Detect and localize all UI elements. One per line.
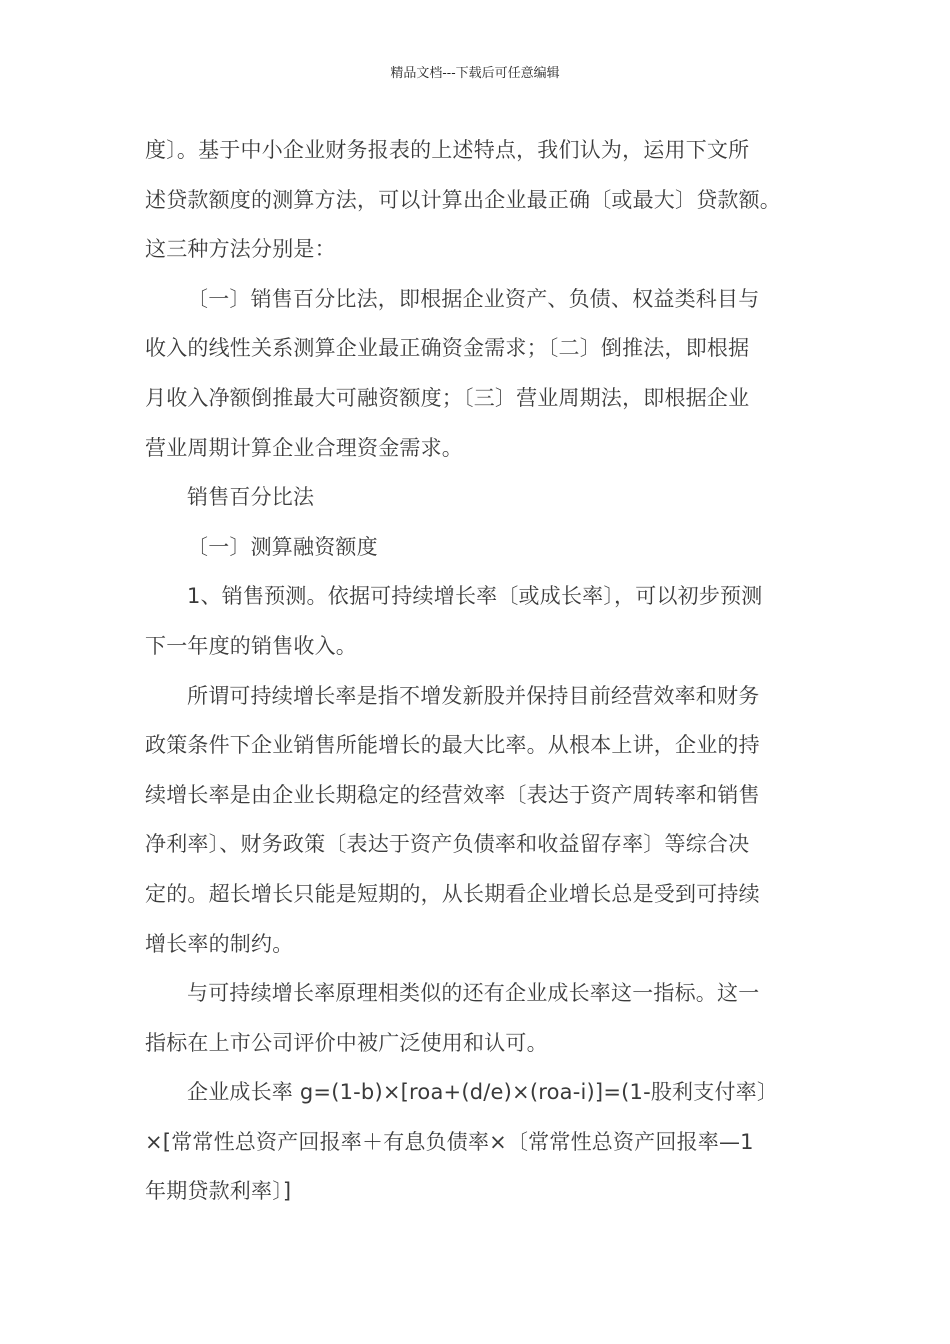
text-line: 述贷款额度的测算方法，可以计算出企业最正确〔或最大〕贷款额。: [145, 187, 781, 212]
text-line: 政策条件下企业销售所能增长的最大比率。从根本上讲，企业的持: [145, 733, 760, 758]
formula-line: 年期贷款利率〕]: [145, 1179, 292, 1204]
section-heading: 销售百分比法: [187, 485, 315, 510]
text-line: 月收入净额倒推最大可融资额度；〔三〕营业周期法，即根据企业: [145, 385, 750, 410]
text-line: 这三种方法分别是：: [145, 237, 336, 262]
document-body: [145, 126, 810, 1217]
text-line: 所谓可持续增长率是指不增发新股并保持目前经营效率和财务: [187, 683, 760, 708]
text-line: 净利率〕、财务政策〔表达于资产负债率和收益留存率〕等综合决: [145, 832, 750, 857]
text-line: 指标在上市公司评价中被广泛使用和认可。: [145, 1030, 548, 1055]
text-line: 增长率的制约。: [145, 931, 294, 956]
text-line: 定的。超长增长只能是短期的，从长期看企业增长总是受到可持续: [145, 881, 760, 906]
text-line: 〔一〕销售百分比法，即根据企业资产、负债、权益类科目与: [187, 286, 760, 311]
formula-line: ×[常常性总资产回报率＋有息负债率×〔常常性总资产回报率—1: [145, 1129, 754, 1154]
text-line: 度〕。基于中小企业财务报表的上述特点，我们认为，运用下文所: [145, 138, 750, 162]
text-line: 与可持续增长率原理相类似的还有企业成长率这一指标。这一: [187, 981, 760, 1006]
text-line: 营业周期计算企业合理资金需求。: [145, 435, 463, 460]
text-line: 续增长率是由企业长期稳定的经营效率〔表达于资产周转率和销售: [145, 782, 760, 807]
page-header: 精品文档---下载后可任意编辑: [390, 66, 560, 81]
text-line: 1、销售预测。依据可持续增长率〔或成长率〕，可以初步预测: [187, 584, 763, 609]
text-line: 下一年度的销售收入。: [145, 633, 357, 658]
text-line: 收入的线性关系测算企业最正确资金需求；〔二〕倒推法，即根据: [145, 336, 750, 361]
formula-line: 企业成长率 g=(1-b)×[roa+(d/e)×(roa-i)]=(1-股利支付率〕: [187, 1080, 779, 1105]
subsection-heading: 〔一〕测算融资额度: [187, 534, 378, 559]
